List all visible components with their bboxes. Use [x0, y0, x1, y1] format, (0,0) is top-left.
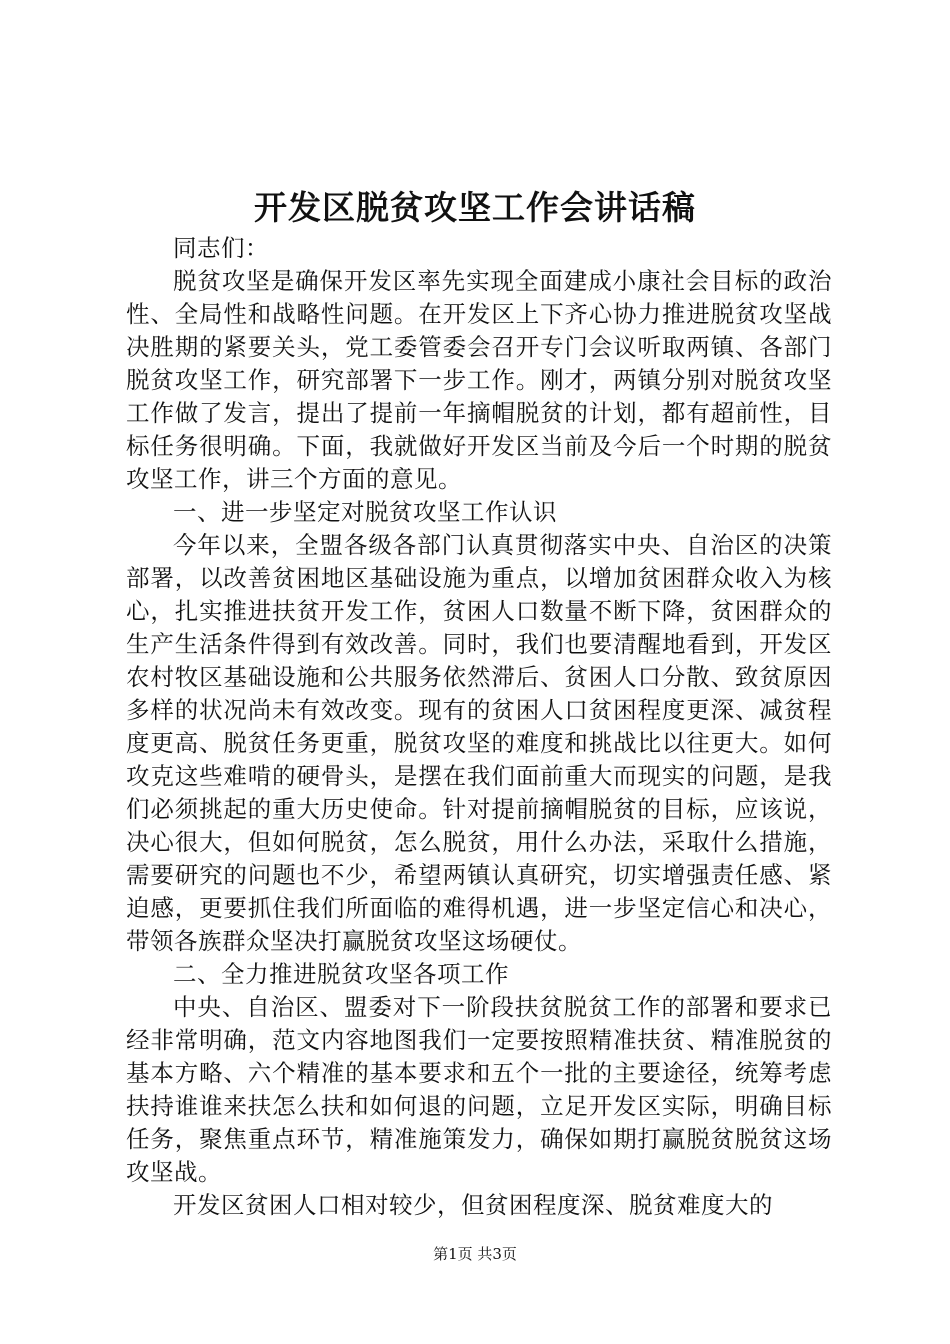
- body-paragraph: 开发区贫困人口相对较少，但贫困程度深、脱贫难度大的: [173, 1191, 773, 1219]
- page-number-footer: 第1页 共3页: [433, 1245, 517, 1263]
- body-paragraph: 脱贫攻坚是确保开发区率先实现全面建成小康社会目标的政治性、全局性和战略性问题。在开发区上下齐心协力推进脱贫攻坚战决胜期的紧要关头，党工委管委会召开专门会议听取两镇、各部门脱贫攻坚工作，研究部署下一步工作。刚才，两镇分别对脱贫攻坚工作做了发言，提出了提前一年摘帽脱贫的计划，都有超前性，目标任务很明确。下面，我就做好开发区当前及今后一个时期的脱贫攻坚工作，讲三个方面的意见。: [126, 267, 832, 493]
- body-paragraph: 今年以来，全盟各级各部门认真贯彻落实中央、自治区的决策部署，以改善贫困地区基础设施为重点，以增加贫困群众收入为核心，扎实推进扶贫开发工作，贫困人口数量不断下降，贫困群众的生产生活条件得到有效改善。同时，我们也要清醒地看到，开发区农村牧区基础设施和公共服务依然滞后、贫困人口分散、致贫原因多样的状况尚未有效改变。现有的贫困人口贫困程度更深、减贫程度更高、脱贫任务更重，脱贫攻坚的难度和挑战比以往更大。如何攻克这些难啃的硬骨头，是摆在我们面前重大而现实的问题，是我们必须挑起的重大历史使命。针对提前摘帽脱贫的目标，应该说，决心很大，但如何脱贫，怎么脱贫，用什么办法，采取什么措施，需要研究的问题也不少，希望两镇认真研究，切实增强责任感、紧迫感，更要抓住我们所面临的难得机遇，进一步坚定信心和决心，带领各族群众坚决打赢脱贫攻坚这场硬仗。: [126, 531, 832, 955]
- document-title: 开发区脱贫攻坚工作会讲话稿: [254, 188, 696, 227]
- document-body: [126, 232, 832, 1222]
- salutation: 同志们：: [173, 234, 269, 262]
- section-heading: 一、进一步坚定对脱贫攻坚工作认识: [173, 498, 557, 526]
- section-heading: 二、全力推进脱贫攻坚各项工作: [173, 960, 509, 988]
- body-paragraph: 中央、自治区、盟委对下一阶段扶贫脱贫工作的部署和要求已经非常明确，范文内容地图我们一定要按照精准扶贫、精准脱贫的基本方略、六个精准的基本要求和五个一批的主要途径，统筹考虑扶持谁谁来扶怎么扶和如何退的问题，立足开发区实际，明确目标任务，聚焦重点环节，精准施策发力，确保如期打赢脱贫脱贫这场攻坚战。: [126, 993, 832, 1186]
